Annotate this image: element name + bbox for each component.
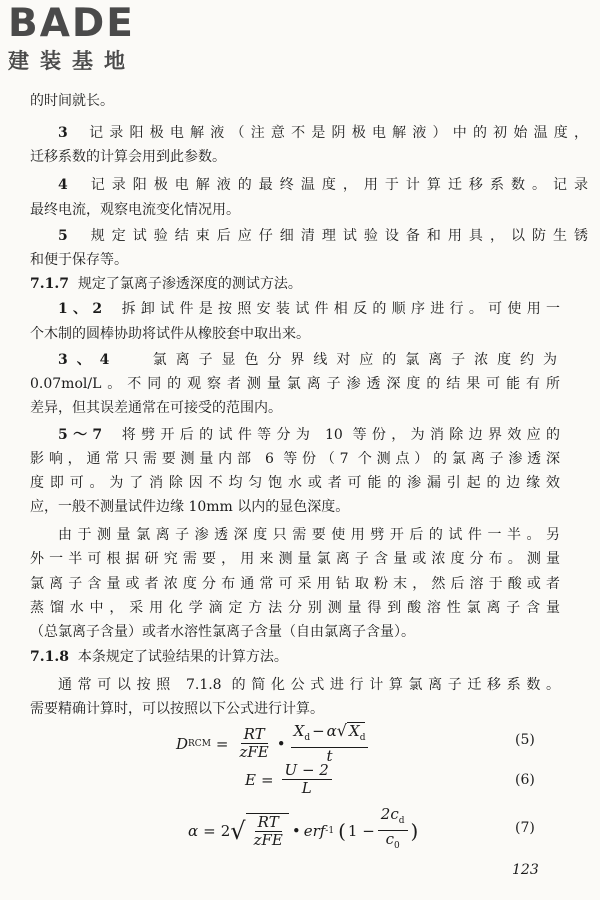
paragraph-line: [58, 227, 588, 245]
paragraph-text: 氯离子显色分界线对应的氯离子浓度约为: [152, 352, 561, 368]
paragraph-line: [58, 351, 560, 369]
paragraph-line: 度即可。为了消除因不均匀饱水或者可能的渗漏引起的边缘效: [30, 475, 560, 491]
item-number: 5: [58, 228, 68, 244]
paragraph-text: 记录阳极电解液的最终温度，用于计算迁移系数。记录: [90, 177, 589, 193]
paragraph-line: 和便于保存等。: [30, 252, 128, 268]
item-number: 5～7: [58, 427, 103, 443]
logo-subtitle: 建装基地: [8, 49, 136, 73]
fraction: $\frac{2c_d}{c_0}$: [378, 806, 408, 855]
section-text: 规定了氯离子渗透深度的测试方法。: [77, 276, 302, 292]
item-number: 3、4: [58, 352, 113, 368]
paragraph-line: [58, 300, 560, 318]
fraction: $X_d - \alpha$ √ $X_d$ t: [291, 722, 369, 765]
paragraph-line: 通常可以按照 7.1.8 的简化公式进行计算氯离子迁移系数。: [58, 677, 560, 693]
section-heading: [30, 648, 560, 666]
paragraph-line: 外一半可根据研究需要，用来测量氯离子含量或浓度分布。测量: [30, 551, 560, 567]
paragraph-line: 0.07mol/L。不同的观察者测量氯离子渗透深度的结果可能有所: [30, 376, 560, 392]
paragraph-line: [58, 176, 588, 194]
paragraph-line: 迁移系数的计算会用到此参数。: [30, 149, 226, 165]
paragraph-line: 影响，通常只需要测量内部 6 等份（7 个测点）的氯离子渗透深: [30, 451, 560, 467]
paragraph-line: 最终电流，观察电流变化情况用。: [30, 202, 240, 218]
fraction: $\frac{RT}{\text{zFE}}$: [253, 812, 283, 849]
paragraph-line: （总氯离子含量）或者水溶性氯离子含量（自由氯离子含量）。: [30, 624, 415, 640]
section-number: 7.1.7: [30, 276, 69, 292]
paragraph-text: 将劈开后的试件等分为 10 等份，为消除边界效应的: [121, 427, 561, 443]
paragraph-line: 由于测量氯离子渗透深度只需要使用劈开后的试件一半。另: [58, 527, 560, 543]
item-number: 4: [58, 177, 68, 193]
section-text: 本条规定了试验结果的计算方法。: [77, 649, 288, 665]
formula-6: E = $\frac{U - 2}{L}$: [245, 762, 545, 797]
fraction: $\frac{RT}{\text{zFE}}$: [239, 725, 269, 761]
paragraph-text: 规定试验结束后应仔细清理试验设备和用具，以防生锈: [90, 228, 589, 244]
fraction: $\frac{U - 2}{L}$: [282, 762, 332, 797]
formula-7: α = 2 √ $\frac{RT}{\text{zFE}}$ • erf -1 ( 1 − $\frac{2c_d}{c_0}$ ): [188, 806, 488, 855]
paragraph-line: 差异，但其误差通常在可接受的范围内。: [30, 400, 282, 416]
page-number: 123: [512, 862, 539, 878]
logo-brand: BADE: [8, 1, 135, 46]
paragraph-line: 个木制的圆棒协助将试件从橡胶套中取出来。: [30, 326, 310, 342]
paragraph-line: 蒸馏水中，采用化学滴定方法分别测量得到酸溶性氯离子含量: [30, 600, 560, 616]
section-heading: [30, 275, 560, 293]
item-number: 3: [58, 125, 68, 141]
square-root: √ $\frac{RT}{\text{zFE}}$: [230, 813, 289, 849]
paragraph-text: 记录阳极电解液（注意不是阴极电解液）中的初始温度，: [89, 125, 588, 141]
paragraph-line: [58, 426, 560, 444]
item-number: 1、2: [58, 301, 103, 317]
square-root: √ $X_d$: [337, 722, 366, 747]
paragraph-line: 需要精确计算时，可以按照以下公式进行计算。: [30, 701, 324, 717]
formula-5: D RCM = $\frac{RT}{\text{zFE}}$ • $X_d - \alpha$ √ $X_d$ t: [176, 722, 476, 765]
section-number: 7.1.8: [30, 649, 69, 665]
equation-number: (6): [515, 772, 535, 788]
bade-logo: [8, 2, 178, 88]
paragraph-line: 的时间就长。: [30, 93, 114, 109]
paragraph-text: 拆卸试件是按照安装试件相反的顺序进行。可使用一: [121, 301, 561, 317]
paragraph-line: [58, 124, 588, 142]
paragraph-line: 氯离子含量或者浓度分布通常可采用钻取粉末，然后溶于酸或者: [30, 576, 560, 592]
equation-number: (7): [515, 820, 535, 836]
equation-number: (5): [515, 732, 535, 748]
paragraph-line: 应，一般不测量试件边缘 10mm 以内的显色深度。: [30, 499, 350, 515]
